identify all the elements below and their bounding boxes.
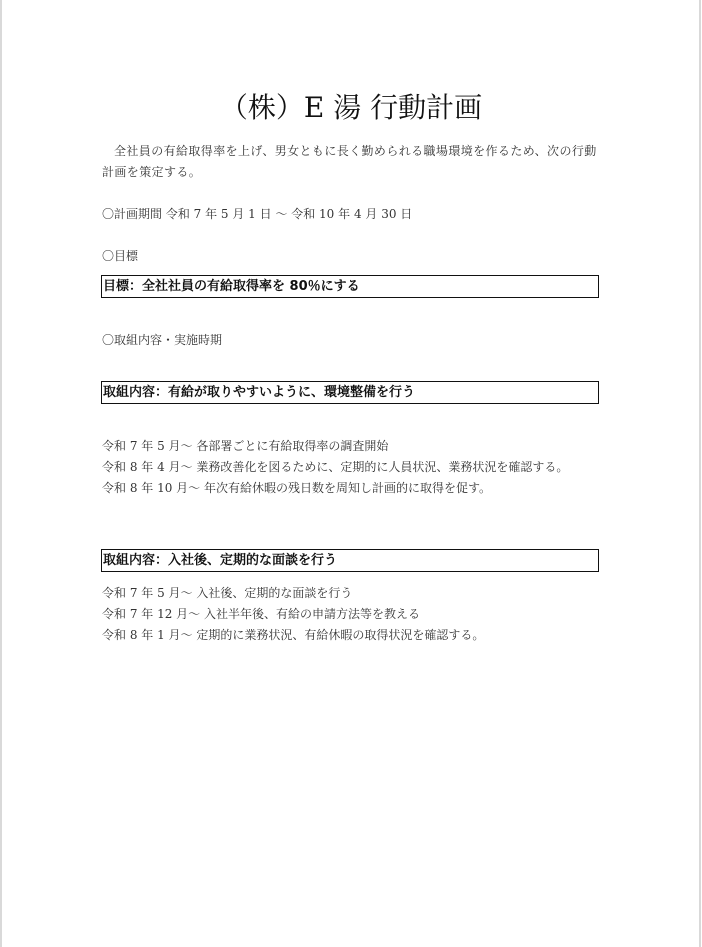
page-title: （株）E 湯 行動計画 xyxy=(219,91,483,124)
action-item: 令和 7 年 12 月〜 入社半年後、有給の申請方法等を教える xyxy=(102,607,420,621)
action-item: 令和 7 年 5 月〜 入社後、定期的な面談を行う xyxy=(102,586,353,600)
action-item: 令和 8 年 1 月〜 定期的に業務状況、有給休暇の取得状況を確認する。 xyxy=(102,628,485,642)
action-box-2: 取組内容：入社後、定期的な面談を行う xyxy=(101,549,599,572)
action-box-1: 取組内容：有給が取りやすいように、環境整備を行う xyxy=(101,381,599,404)
plan-period: 〇計画期間 令和 7 年 5 月 1 日 〜 令和 10 年 4 月 30 日 xyxy=(102,207,413,221)
action-item: 令和 7 年 5 月〜 各部署ごとに有給取得率の調査開始 xyxy=(102,439,389,453)
page-edge-right xyxy=(699,0,701,947)
action-item: 令和 8 年 4 月〜 業務改善化を図るために、定期的に人員状況、業務状況を確認する。 xyxy=(102,460,569,474)
goal-heading: 〇目標 xyxy=(102,249,139,263)
actions-heading: 〇取組内容・実施時期 xyxy=(102,333,223,347)
page-edge-left xyxy=(0,0,2,947)
goal-box: 目標：全社社員の有給取得率を 80％にする xyxy=(101,275,599,298)
action-item: 令和 8 年 10 月〜 年次有給休暇の残日数を周知し計画的に取得を促す。 xyxy=(102,481,492,495)
intro-paragraph: 全社員の有給取得率を上げ、男女ともに長く勤められる職場環境を作るため、次の行動計画を策定する。 xyxy=(102,144,597,179)
